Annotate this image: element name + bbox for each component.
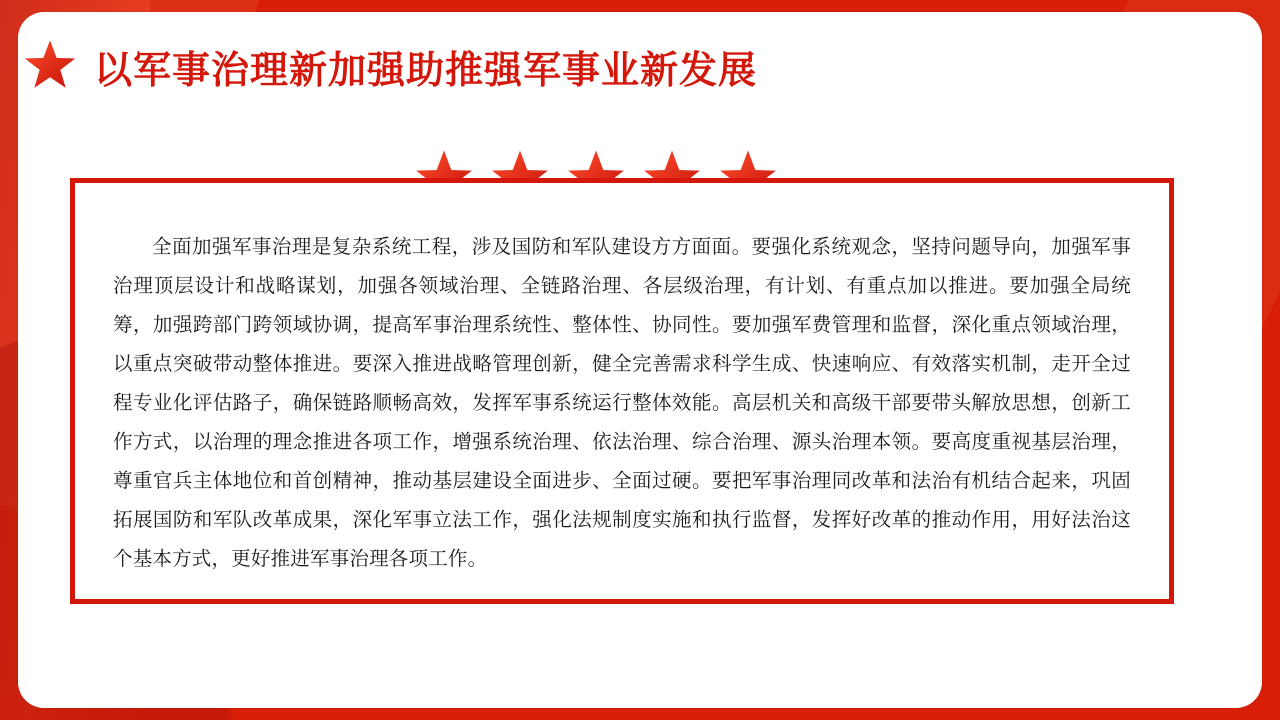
body-paragraph: 全面加强军事治理是复杂系统工程，涉及国防和军队建设方方面面。要强化系统观念，坚持问题导向，加强军事治理顶层设计和战略谋划，加强各领域治理、全链路治理、各层级治理，有计划、有重点加以推进。要加强全局统筹，加强跨部门跨领域协调，提高军事治理系统性、整体性、协同性。要加强军费管理和监督，深化重点领域治理，以重点突破带动整体推进。要深入推进战略管理创新，健全完善需求科学生成、快速响应、有效落实机制，走开全过程专业化评估路子，确保链路顺畅高效，发挥军事系统运行整体效能。高层机关和高级干部要带头解放思想，创新工作方式，以治理的理念推进各项工作，增强系统治理、依法治理、综合治理、源头治理本领。要高度重视基层治理，尊重官兵主体地位和首创精神，推动基层建设全面进步、全面过硬。要把军事治理同改革和法治有机结合起来，巩固拓展国防和军队改革成果，深化军事立法工作，强化法规制度实施和执行监督，发挥好改革的推动作用，用好法治这个基本方式，更好推进军事治理各项工作。: [113, 235, 1131, 570]
slide-header: [22, 38, 757, 94]
star-icon: [22, 38, 78, 94]
content-text-box: [70, 178, 1174, 604]
page-title: 以军事治理新加强助推强军事业新发展: [94, 49, 758, 92]
